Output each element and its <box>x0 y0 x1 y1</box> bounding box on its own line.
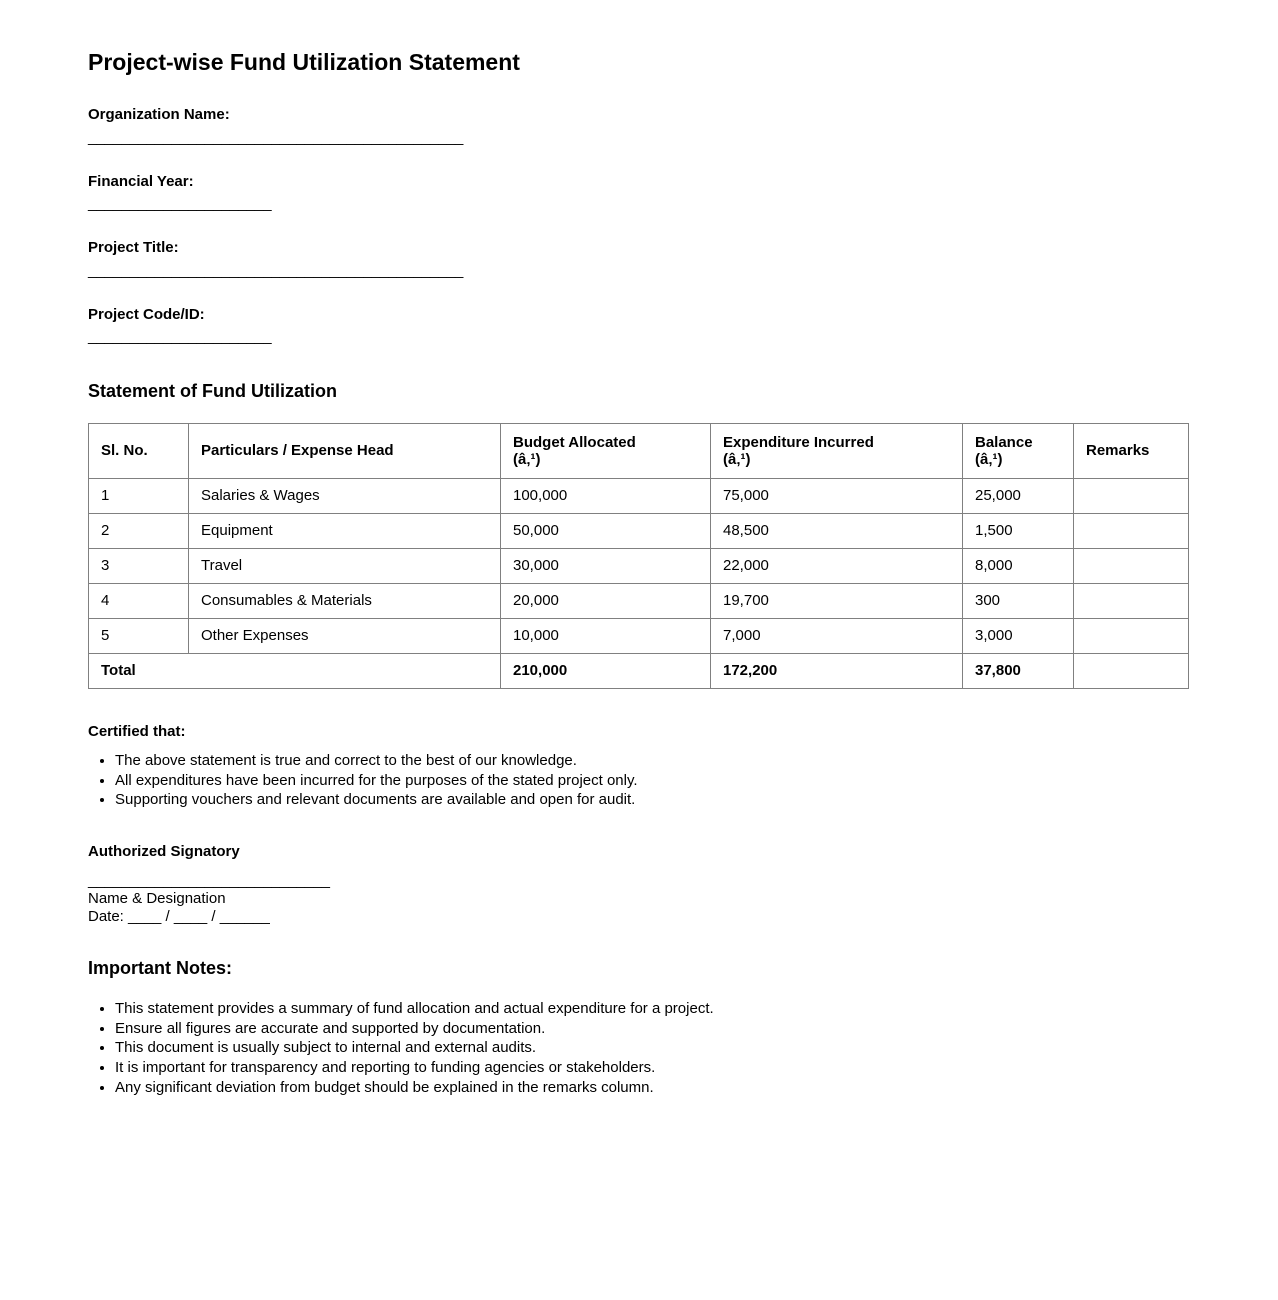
list-item: • Supporting vouchers and relevant documents are available and open for audit. <box>115 791 1188 809</box>
cell-expenditure: 19,700 <box>711 583 963 618</box>
important-notes-list <box>88 1000 1188 1098</box>
page-title: Project-wise Fund Utilization Statement <box>88 49 520 75</box>
col-header-sl-no: Sl. No. <box>89 423 189 478</box>
authorized-signatory-heading: Authorized Signatory <box>88 842 240 860</box>
table-row <box>89 513 1189 548</box>
list-item: • This document is usually subject to internal and external audits. <box>115 1039 1188 1058</box>
cell-expenditure: 7,000 <box>711 618 963 653</box>
table-total-row <box>89 653 1189 688</box>
list-item: • Any significant deviation from budget should be explained in the remarks column. <box>115 1079 1188 1098</box>
cell-budget: 100,000 <box>501 478 711 513</box>
cell-total-remarks <box>1074 653 1189 688</box>
table-row <box>89 618 1189 653</box>
cell-sl-no: 2 <box>89 513 189 548</box>
important-notes-heading: Important Notes: <box>88 958 232 979</box>
fund-utilization-table <box>88 423 1189 689</box>
cell-remarks <box>1074 513 1189 548</box>
cell-budget: 20,000 <box>501 583 711 618</box>
project-title-label: Project Title: <box>88 239 179 257</box>
cell-balance: 25,000 <box>963 478 1074 513</box>
list-item: • Ensure all figures are accurate and supported by documentation. <box>115 1020 1188 1039</box>
financial-year-label: Financial Year: <box>88 172 194 190</box>
cell-particulars: Travel <box>189 548 501 583</box>
signature-blank-line: _____________________________ <box>88 872 330 890</box>
cell-balance: 300 <box>963 583 1074 618</box>
cell-balance: 8,000 <box>963 548 1074 583</box>
certified-list <box>88 752 1188 809</box>
cell-sl-no: 1 <box>89 478 189 513</box>
cell-total-expenditure: 172,200 <box>711 653 963 688</box>
cell-expenditure: 48,500 <box>711 513 963 548</box>
certified-heading: Certified that: <box>88 722 186 740</box>
organization-name-label: Organization Name: <box>88 106 230 124</box>
col-header-expenditure-incurred: Expenditure Incurred (â‚¹) <box>711 423 963 478</box>
cell-budget: 30,000 <box>501 548 711 583</box>
project-title-blank-line: _____________________________________________ <box>88 261 464 279</box>
signatory-block <box>88 872 1188 926</box>
list-item: • This statement provides a summary of fund allocation and actual expenditure for a project. <box>115 1000 1188 1019</box>
cell-balance: 3,000 <box>963 618 1074 653</box>
cell-expenditure: 75,000 <box>711 478 963 513</box>
cell-sl-no: 4 <box>89 583 189 618</box>
statement-section-heading: Statement of Fund Utilization <box>88 381 337 402</box>
field-project-code <box>88 306 1188 346</box>
project-code-blank-line: ______________________ <box>88 328 272 346</box>
cell-balance: 1,500 <box>963 513 1074 548</box>
col-header-balance: Balance (â‚¹) <box>963 423 1074 478</box>
field-project-title <box>88 239 1188 279</box>
col-header-remarks: Remarks <box>1074 423 1189 478</box>
field-financial-year <box>88 173 1188 213</box>
cell-expenditure: 22,000 <box>711 548 963 583</box>
cell-particulars: Consumables & Materials <box>189 583 501 618</box>
cell-total-balance: 37,800 <box>963 653 1074 688</box>
table-header-row <box>89 423 1189 478</box>
cell-budget: 50,000 <box>501 513 711 548</box>
financial-year-blank-line: ______________________ <box>88 195 272 213</box>
cell-remarks <box>1074 583 1189 618</box>
date-blank-line: Date: ____ / ____ / ______ <box>88 908 270 926</box>
cell-total-label: Total <box>89 653 501 688</box>
cell-sl-no: 5 <box>89 618 189 653</box>
organization-name-blank-line: _____________________________________________ <box>88 128 464 146</box>
cell-total-budget: 210,000 <box>501 653 711 688</box>
cell-particulars: Equipment <box>189 513 501 548</box>
list-item: • All expenditures have been incurred for the purposes of the stated project only. <box>115 772 1188 790</box>
cell-remarks <box>1074 618 1189 653</box>
table-row <box>89 583 1189 618</box>
cell-particulars: Salaries & Wages <box>189 478 501 513</box>
list-item: • The above statement is true and correct to the best of our knowledge. <box>115 752 1188 770</box>
cell-remarks <box>1074 548 1189 583</box>
field-organization-name <box>88 106 1188 146</box>
table-row <box>89 478 1189 513</box>
list-item: • It is important for transparency and reporting to funding agencies or stakeholders. <box>115 1059 1188 1078</box>
cell-budget: 10,000 <box>501 618 711 653</box>
cell-particulars: Other Expenses <box>189 618 501 653</box>
col-header-particulars: Particulars / Expense Head <box>189 423 501 478</box>
project-code-label: Project Code/ID: <box>88 305 205 323</box>
name-designation-label: Name & Designation <box>88 890 226 908</box>
cell-sl-no: 3 <box>89 548 189 583</box>
cell-remarks <box>1074 478 1189 513</box>
col-header-budget-allocated: Budget Allocated (â‚¹) <box>501 423 711 478</box>
table-row <box>89 548 1189 583</box>
